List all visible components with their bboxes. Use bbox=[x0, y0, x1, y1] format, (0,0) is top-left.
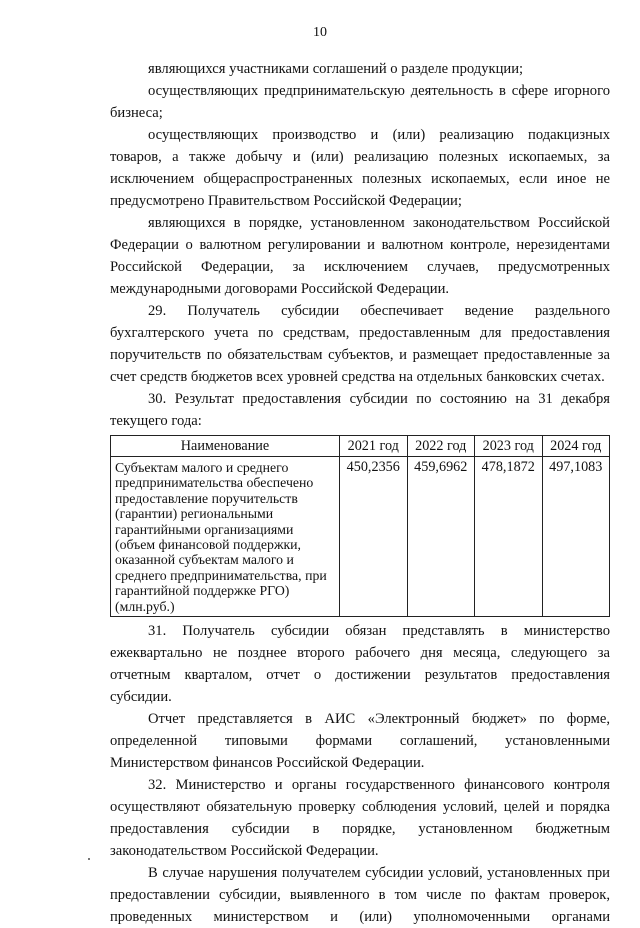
column-header: 2021 год bbox=[340, 436, 408, 457]
document-body bbox=[110, 58, 610, 928]
paragraph: 30. Результат предоставления субсидии по состоянию на 31 декабря текущего года: bbox=[110, 391, 610, 429]
paragraph: осуществляющих предпринимательскую деятельность в сфере игорного бизнеса; bbox=[110, 83, 610, 121]
paragraph: 32. Министерство и органы государственного финансового контроля осуществляют обязательную проверку соблюдения условий, целей и порядка предоставления субсидии в порядке, установленном бюджетным законодательством Российской Федерации. bbox=[110, 777, 610, 860]
column-header: 2022 год bbox=[407, 436, 475, 457]
indicator-name: Субъектам малого и среднего предпринимательства обеспечено предоставление поручительств (гарантии) региональными гарантийными организациями (объем финансовой поддержки, оказанной субъектам малого и среднего предпринимательства, при гарантийной поддержке РГО) (млн.руб.) bbox=[111, 457, 340, 617]
column-header: Наименование bbox=[111, 436, 340, 457]
results-table bbox=[110, 435, 610, 617]
paragraph: 31. Получатель субсидии обязан представлять в министерство ежеквартально не позднее второго рабочего дня месяца, следующего за отчетным кварталом, отчет о достижении результатов предоставления субсидии. bbox=[110, 623, 610, 706]
paragraph: В случае нарушения получателем субсидии условий, установленных при предоставлении субсидии, выявленного в том числе по фактам проверок, проведенных министерством и (или) уполномоченными органами bbox=[110, 865, 610, 926]
paragraph: осуществляющих производство и (или) реализацию подакцизных товаров, а также добычу и (или) реализацию полезных ископаемых, за исключением общераспространенных полезных ископаемых, если иное не предусмотрено Правительством Российской Федерации; bbox=[110, 127, 610, 209]
table-row bbox=[111, 457, 610, 617]
paragraph: 29. Получатель субсидии обеспечивает ведение раздельного бухгалтерского учета по средствам, предоставленным для предоставления поручительств по обязательствам субъектов, и размещает предоставленные за счет средств бюджетов всех уровней средства на отдельных банковских счетах. bbox=[110, 303, 610, 385]
paragraph: являющихся в порядке, установленном законодательством Российской Федерации о валютном регулировании и валютном контроле, нерезидентами Российской Федерации, за исключением случаев, предусмотренных международными договорами Российской Федерации. bbox=[110, 215, 610, 297]
scan-speck bbox=[88, 858, 90, 860]
value-2024: 497,1083 bbox=[542, 457, 610, 617]
paragraph: являющихся участниками соглашений о разделе продукции; bbox=[148, 61, 524, 77]
page-number: 10 bbox=[313, 25, 327, 40]
value-2021: 450,2356 bbox=[340, 457, 408, 617]
column-header: 2024 год bbox=[542, 436, 610, 457]
column-header: 2023 год bbox=[475, 436, 543, 457]
value-2022: 459,6962 bbox=[407, 457, 475, 617]
table-header-row bbox=[111, 436, 610, 457]
paragraph: Отчет представляется в АИС «Электронный бюджет» по форме, определенной типовыми формами соглашений, установленными Министерством финансов Российской Федерации. bbox=[110, 711, 610, 772]
value-2023: 478,1872 bbox=[475, 457, 543, 617]
